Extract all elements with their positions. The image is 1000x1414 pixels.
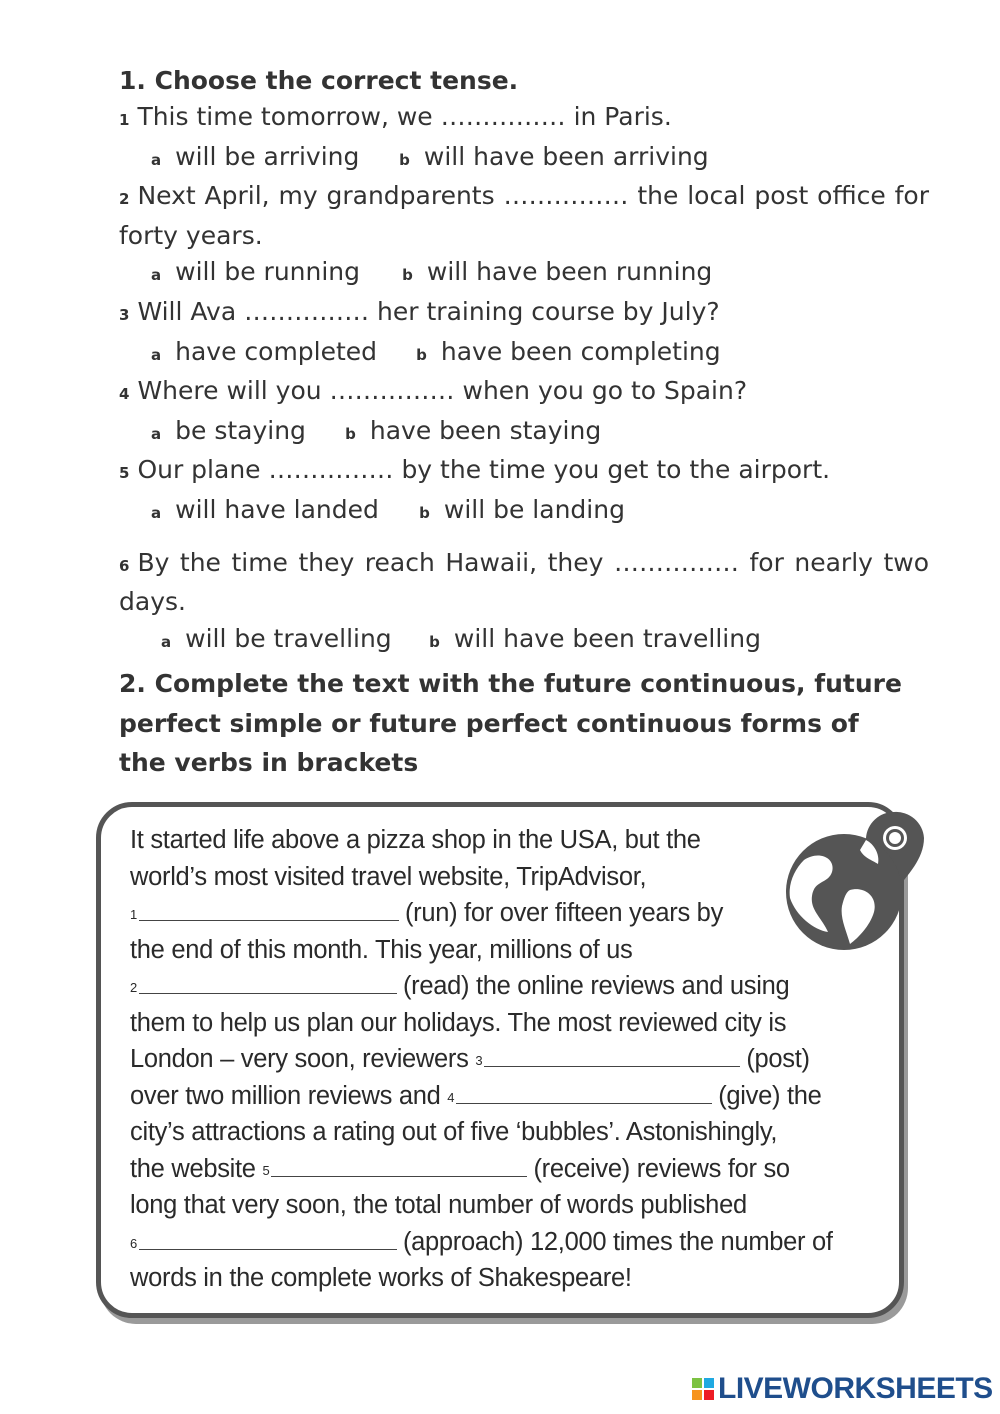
question-text: Next April, my grandparents …………… the local post office for forty years. xyxy=(119,181,929,250)
option-b-letter: b xyxy=(399,150,410,169)
answer-gap-4[interactable] xyxy=(456,1081,712,1104)
option-b-letter: b xyxy=(345,424,356,443)
options-6 xyxy=(119,621,929,661)
question-4 xyxy=(119,373,929,413)
question-number: 6 xyxy=(119,556,130,575)
question-text: By the time they reach Hawaii, they …………… for nearly two days. xyxy=(119,547,929,617)
option-b-letter: b xyxy=(402,266,413,285)
text-fragment: (post) xyxy=(746,1045,810,1073)
exercise-2-heading: 2. Complete the text with the future continuous, future perfect simple or future perfect continuous forms of the verbs in brackets xyxy=(119,669,902,777)
question-text: This time tomorrow, we …………… in Paris. xyxy=(137,102,672,131)
option-b[interactable]: will have been travelling xyxy=(453,623,761,653)
question-3 xyxy=(119,294,929,334)
logo-text: LIVEWORKSHEETS xyxy=(718,1372,993,1405)
question-1 xyxy=(119,99,929,139)
question-5 xyxy=(119,452,929,492)
text-fragment: (approach) 12,000 times the number of xyxy=(402,1227,833,1256)
gap-number: 6 xyxy=(130,1235,137,1251)
question-number: 3 xyxy=(119,305,130,324)
options-3 xyxy=(119,334,929,374)
option-a[interactable]: will be arriving xyxy=(175,141,360,171)
option-a[interactable]: will have landed xyxy=(175,494,379,524)
textbox-text xyxy=(130,822,890,1297)
answer-gap-2[interactable] xyxy=(139,971,397,994)
options-1 xyxy=(119,139,929,179)
option-a[interactable]: be staying xyxy=(175,415,306,445)
text-line xyxy=(130,1151,890,1188)
text-fragment: the website xyxy=(130,1154,256,1183)
text-fragment: (give) the xyxy=(718,1081,822,1110)
question-text: Where will you …………… when you go to Spain? xyxy=(137,376,748,406)
option-a-letter: a xyxy=(151,150,162,169)
option-a[interactable]: will be travelling xyxy=(185,623,392,653)
question-number: 2 xyxy=(119,190,130,209)
answer-gap-3[interactable] xyxy=(484,1044,740,1067)
option-b-letter: b xyxy=(429,632,440,651)
option-b-letter: b xyxy=(416,345,427,364)
text-line xyxy=(130,1041,890,1078)
text-line: words in the complete works of Shakespeare! xyxy=(130,1264,632,1292)
text-line: them to help us plan our holidays. The most reviewed city is xyxy=(130,1008,787,1037)
text-line xyxy=(130,1224,890,1261)
text-line: It started life above a pizza shop in the USA, but the xyxy=(130,826,701,854)
option-b-letter: b xyxy=(419,503,430,522)
question-text: Will Ava …………… her training course by July? xyxy=(137,296,720,326)
gap-number: 1 xyxy=(130,907,137,922)
text-fragment: (read) the online reviews and using xyxy=(402,972,790,1000)
gap-number: 5 xyxy=(262,1162,270,1178)
text-line xyxy=(130,1078,890,1115)
question-2 xyxy=(119,178,929,254)
text-fragment: (receive) reviews for so xyxy=(533,1154,790,1183)
question-number: 1 xyxy=(119,111,130,129)
gap-number: 3 xyxy=(475,1053,483,1068)
text-fragment: over two million reviews and xyxy=(130,1081,441,1110)
text-line xyxy=(130,895,890,932)
option-a-letter: a xyxy=(151,424,162,443)
option-a-letter: a xyxy=(151,266,162,285)
question-number: 5 xyxy=(119,464,130,483)
text-line: the end of this month. This year, millions of us xyxy=(130,935,633,964)
option-b[interactable]: will have been running xyxy=(426,257,713,287)
exercise-1-heading: 1. Choose the correct tense. xyxy=(119,66,519,95)
options-5 xyxy=(119,492,929,532)
text-line: world’s most visited travel website, TripAdvisor, xyxy=(130,862,647,891)
exercise-2-textbox xyxy=(96,800,934,1330)
option-a[interactable]: have completed xyxy=(175,336,378,366)
answer-gap-6[interactable] xyxy=(139,1227,397,1250)
option-b[interactable]: have been staying xyxy=(369,415,602,445)
option-a-letter: a xyxy=(151,503,162,522)
option-b[interactable]: will be landing xyxy=(443,494,625,524)
exercise-1 xyxy=(119,62,929,660)
options-4 xyxy=(119,413,929,453)
liveworksheets-logo[interactable] xyxy=(692,1372,993,1406)
option-a-letter: a xyxy=(151,345,162,364)
option-a[interactable]: will be running xyxy=(175,257,361,287)
question-number: 4 xyxy=(119,385,130,404)
gap-number: 4 xyxy=(447,1089,455,1105)
answer-gap-1[interactable] xyxy=(139,898,399,921)
answer-gap-5[interactable] xyxy=(271,1154,527,1177)
gap-number: 2 xyxy=(130,980,137,995)
liveworksheets-logo-icon xyxy=(692,1378,714,1400)
question-text: Our plane …………… by the time you get to the airport. xyxy=(137,455,831,485)
text-fragment: (run) for over fifteen years by xyxy=(404,899,724,927)
text-fragment: London – very soon, reviewers xyxy=(130,1045,469,1073)
spacer xyxy=(119,532,929,545)
option-b[interactable]: have been completing xyxy=(440,336,721,366)
text-line: city’s attractions a rating out of five ‘bubbles’. Astonishingly, xyxy=(130,1118,778,1146)
option-a-letter: a xyxy=(161,632,172,651)
options-2 xyxy=(119,254,929,294)
text-line: long that very soon, the total number of words published xyxy=(130,1191,747,1219)
text-line xyxy=(130,968,890,1005)
option-b[interactable]: will have been arriving xyxy=(423,141,709,171)
question-6 xyxy=(119,545,929,621)
